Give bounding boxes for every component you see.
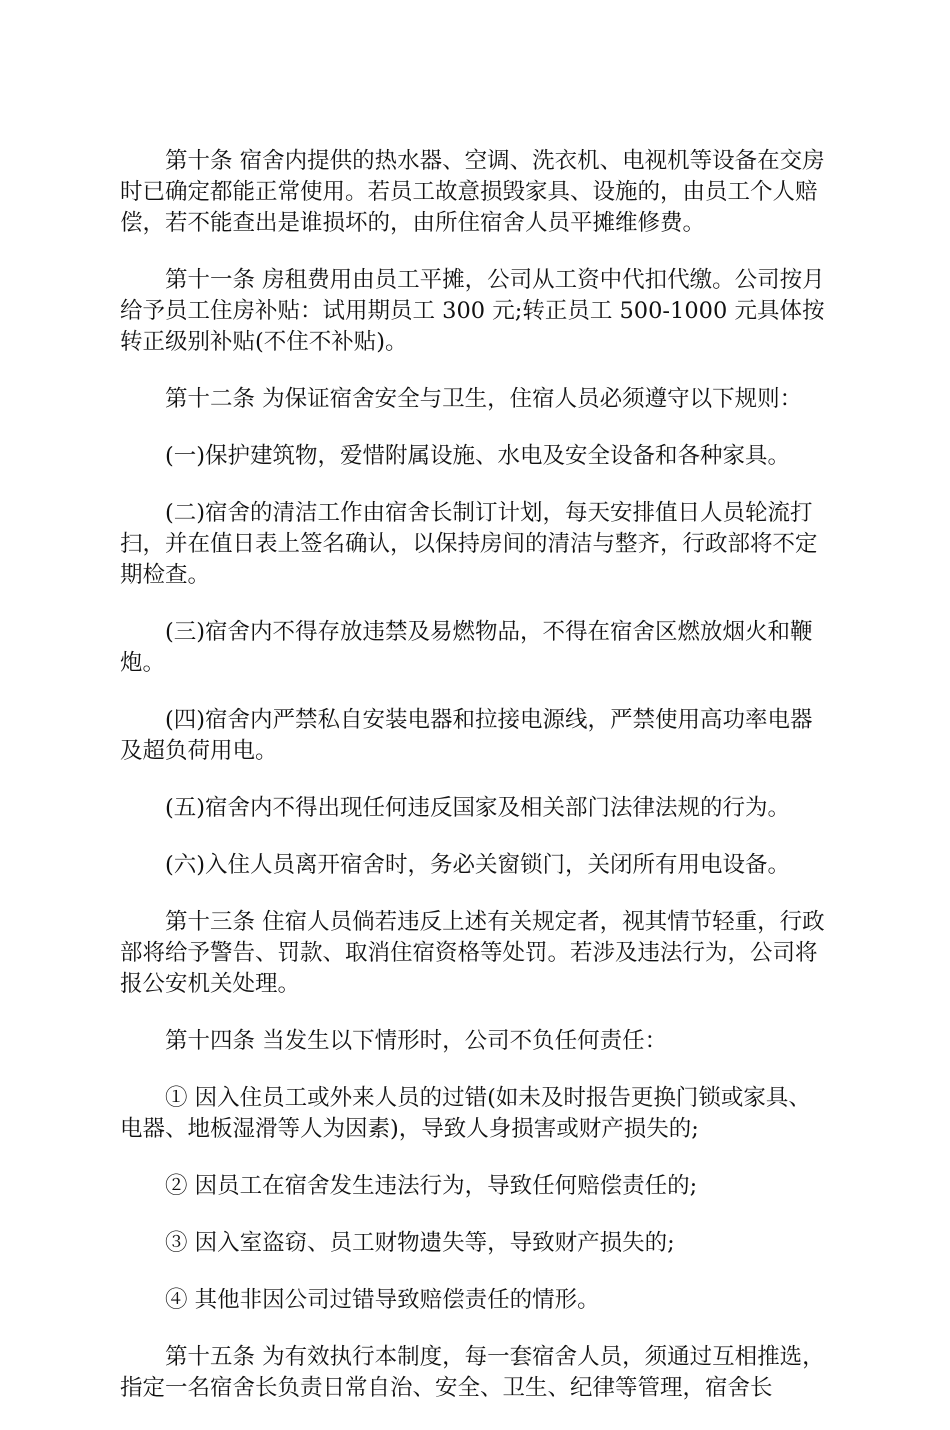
article-14-paragraph: 第十四条 当发生以下情形时，公司不负任何责任：	[165, 1028, 668, 1054]
liability-item-4: ④ 其他非因公司过错导致赔偿责任的情形。	[165, 1287, 600, 1313]
article-12-paragraph: 第十二条 为保证宿舍安全与卫生，住宿人员必须遵守以下规则：	[165, 386, 803, 412]
liability-item-1: ① 因入住员工或外来人员的过错(如未及时报告更换门锁或家具、电器、地板湿滑等人为因素)，导致人身损害或财产损失的;	[120, 1085, 811, 1142]
rule-item-4: (四)宿舍内严禁私自安装电器和拉接电源线，严禁使用高功率电器及超负荷用电。	[120, 707, 813, 764]
rule-item-3: (三)宿舍内不得存放违禁及易燃物品，不得在宿舍区燃放烟火和鞭炮。	[120, 619, 813, 676]
article-15-paragraph: 第十五条 为有效执行本制度，每一套宿舍人员，须通过互相推选，指定一名宿舍长负责日常自治、安全、卫生、纪律等管理，宿舍长	[120, 1344, 825, 1401]
liability-item-2: ② 因员工在宿舍发生违法行为，导致任何赔偿责任的;	[165, 1173, 698, 1199]
document-body	[120, 146, 830, 1430]
rule-item-6: (六)入住人员离开宿舍时，务必关窗锁门，关闭所有用电设备。	[165, 852, 791, 878]
article-13-paragraph: 第十三条 住宿人员倘若违反上述有关规定者，视其情节轻重，行政部将给予警告、罚款、取消住宿资格等处罚。若涉及违法行为，公司将报公安机关处理。	[120, 909, 825, 997]
article-10-paragraph: 第十条 宿舍内提供的热水器、空调、洗衣机、电视机等设备在交房时已确定都能正常使用。若员工故意损毁家具、设施的，由员工个人赔偿，若不能查出是谁损坏的，由所住宿舍人员平摊维修费。	[120, 148, 825, 236]
liability-item-3: ③ 因入室盗窃、员工财物遗失等，导致财产损失的;	[165, 1230, 675, 1256]
rule-item-2: (二)宿舍的清洁工作由宿舍长制订计划，每天安排值日人员轮流打扫，并在值日表上签名确认，以保持房间的清洁与整齐，行政部将不定期检查。	[120, 500, 818, 588]
rule-item-5: (五)宿舍内不得出现任何违反国家及相关部门法律法规的行为。	[165, 795, 791, 821]
article-11-paragraph: 第十一条 房租费用由员工平摊，公司从工资中代扣代缴。公司按月给予员工住房补贴：试用期员工 300 元;转正员工 500-1000 元具体按转正级别补贴(不住不补贴)。	[120, 267, 825, 355]
rule-item-1: (一)保护建筑物，爱惜附属设施、水电及安全设备和各种家具。	[165, 443, 791, 469]
